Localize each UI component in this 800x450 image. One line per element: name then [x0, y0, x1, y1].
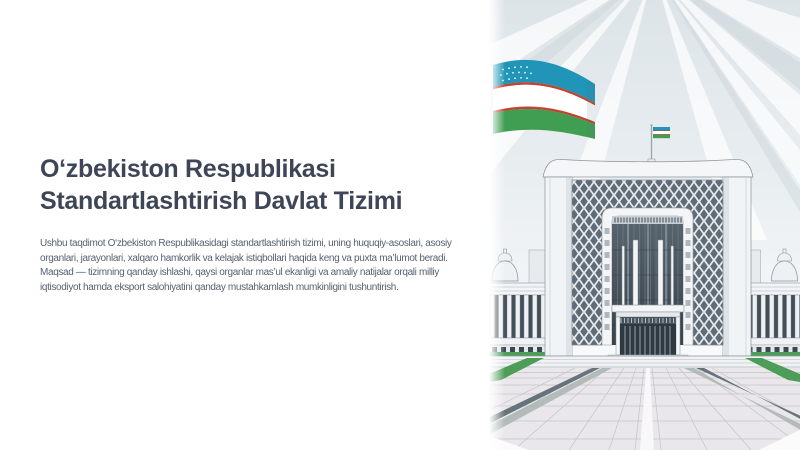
left-edge-fade: [489, 0, 505, 450]
flag-fold-shade: [587, 80, 595, 139]
central-building: [543, 124, 753, 363]
entrance: [602, 305, 694, 363]
text-column: [40, 0, 490, 450]
building-illustration: [489, 0, 800, 450]
illustration-panel: [489, 0, 800, 450]
slide-description: Ushbu taqdimot O‘zbekiston Respublikasidagi standartlashtirish tizimi, uning huquqiy-asoslari, asosiy organlari, jarayonlari, xalqaro hamkorlik va kelajak istiqbollari haqida keng va puxta ma’lumot beradi. Maqsad — tizimning qanday ishlashi, qaysi organlar mas’ul ekanligi va amaliy natijalar orqali milliy iqtisodiyot hamda eksport salohiyatini qanday mustahkamlash mumkinligini tushuntirish.: [40, 238, 452, 293]
entrance-doors: [620, 324, 676, 355]
slide-title: O‘zbekiston Respublikasi Standartlashtirish Davlat Tizimi: [40, 155, 403, 215]
plaza: [489, 356, 800, 450]
